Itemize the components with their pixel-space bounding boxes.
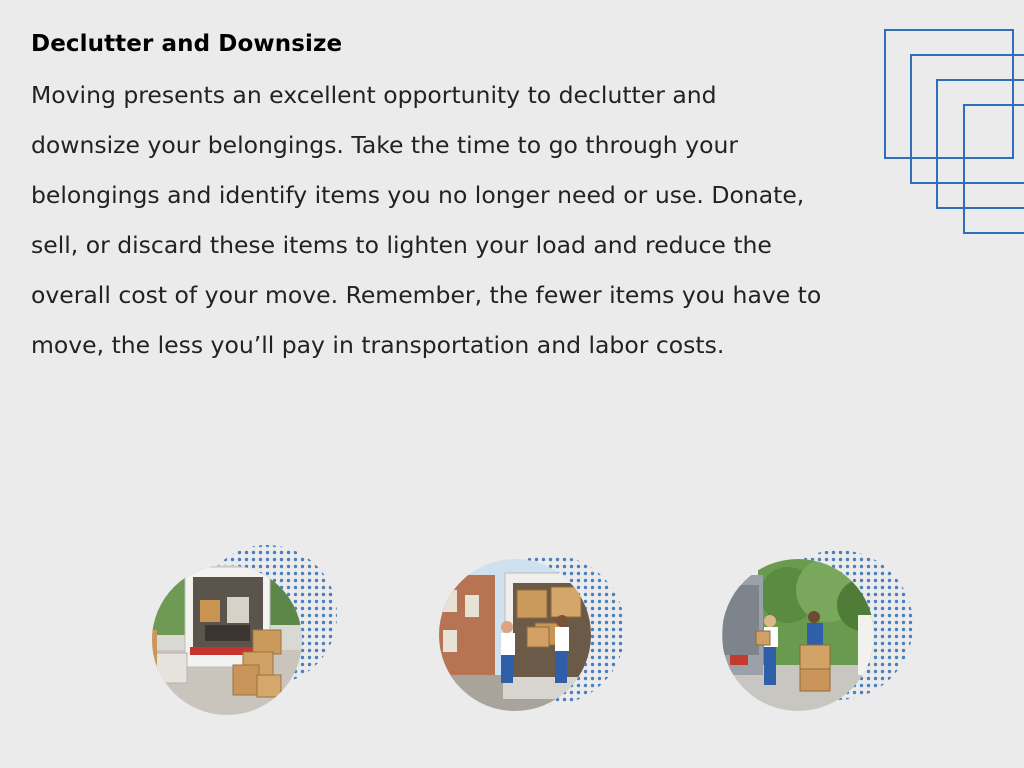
truck-with-boxes-photo: [145, 535, 345, 725]
movers-with-boxes-photo: [718, 535, 918, 725]
body-paragraph: Moving presents an excellent opportunity to declutter and downsize your belongings. Take the time to go through your belongings and identify items you no longer need or use. Donate, sell, or discard these items to lighten your load and reduce the overall cost of your move. Remember, the fewer items you have to move, the less you’ll pay in transportation and labor costs.: [31, 81, 822, 359]
decorative-squares: [880, 25, 1024, 240]
page-title: Declutter and Downsize: [31, 31, 343, 57]
movers-unloading-truck-photo: [435, 535, 635, 725]
